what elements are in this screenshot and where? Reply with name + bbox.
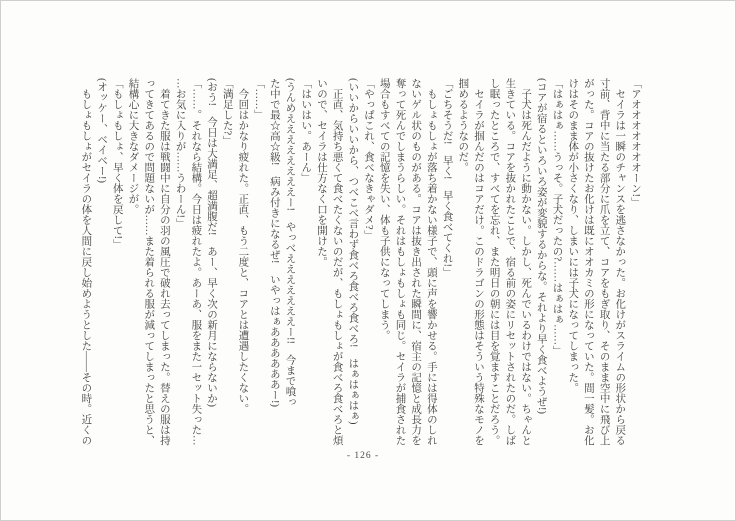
text-line: 奪って死んでしまうらしい。それはもしょもしょも同じ。セイラが捕食された [394,78,406,446]
text-line: ってきてあるので問題ないが……また着られる服が減ってしまったと思うと、 [143,78,155,446]
text-line: ないゲル状のものがある。コアは抜き出された瞬間に、宿主の記憶と成長力を [410,78,422,446]
text-line: 場合もすべての記憶を失い、体も子供になってしまう。 [378,78,390,341]
text-line: もしょもしょが落ち着かない様子で、頭に声を響かせる。手には得体のしれ [425,78,437,446]
text-line: 「もしょもしょ、早く体を戻して!」 [111,78,123,250]
text-line: 「はぁはぁ……うっそ。子犬だったの?……はぁはぁ……」 [551,78,563,356]
text-line: がった。コアの抜けたお化けは既にオオカミの形になっていた。間一髪。お化 [582,78,594,446]
text-line: し眠ったところで、すべてを忘れ、また明日の朝には目を覚ますことだろう。 [488,78,500,446]
text-line: セイラは一瞬のチャンスを逃さなかった。お化けがスライムの形状から戻る [614,78,626,446]
novel-text-block [77,78,643,458]
text-line: 正直、気持ち悪くて食べたくないのだが、もしょもしょが食べろ食べろと煩 [331,78,343,446]
text-line: …お気に入りが……うわーん!」 [174,78,186,229]
text-line: た中で最☆高☆級! 病み付きになるぜ! いやっはぁああああああー!) [268,78,280,407]
text-line: (おう! 今日は大満足、超満腹だ! あー、早く次の新月にならないか) [206,78,218,407]
text-line: 着てきた服は戦闘中に自分の羽の風圧で破れ去ってしまった。替えの服は持 [158,78,170,446]
text-line: (コアが宿るといろいろ姿が変貌するからな。それより早く食べようぜ!) [535,78,547,414]
text-line: 結構心に大きなダメージが。 [127,78,139,215]
text-line: (うんめええええええええー! やっべえええええええー!! 今まで喰っ [284,78,296,407]
text-line: 子犬は死んだように動かない。しかし、死んでいるわけではない。ちゃんと [520,78,532,446]
text-line: (いいからいいから、つべこべ言わず食べろ食べろ食べろ! はぁはぁはぁ) [347,78,359,425]
text-line: 「……」 [253,78,265,120]
text-line: 「やっぱこれ、食べなきゃダメ?」 [363,78,375,241]
text-line: 今回はかなり疲れた。正直、もう二度と、コアとは遭遇したくない。 [237,78,249,414]
text-line: 「アオオオオオオオーン!」 [630,78,641,208]
text-line: (オッケー、ベイベー!) [96,78,108,183]
text-line: 生きている。コアを抜かれたことで、宿る前の姿にリセットされたのだ。しば [504,78,516,446]
text-line: 寸前、背中に当たる部分に爪を立て、コアをもぎ取り、そのまま空中に飛び上 [598,78,610,446]
text-line: けはそのまま体が小さくなり、しまいには子犬になってしまった。 [567,78,579,393]
text-line: 「満足した?」 [221,78,233,146]
text-line: もしょもしょがセイラの体を人間に戻し始めようとした——その時。近くの [80,78,92,446]
text-line: いので、セイラは仕方なく口を開けた。 [315,78,327,267]
text-line: 「はいはい。あーん」 [300,78,312,183]
text-line: 掴めるようなのだ。 [457,78,469,173]
text-line: 「ごちそうだ! 早く! 早く食べてくれ!」 [441,78,453,278]
text-line: セイラが掴んだのはコアだけ。このドラゴンの形態はそういう特殊なモノを [472,78,484,446]
page-number: - 126 - [346,451,380,461]
text-line: 「……。それなら結構。今日は疲れたよ。あーあ、服をまた一セット失った… [190,78,202,446]
